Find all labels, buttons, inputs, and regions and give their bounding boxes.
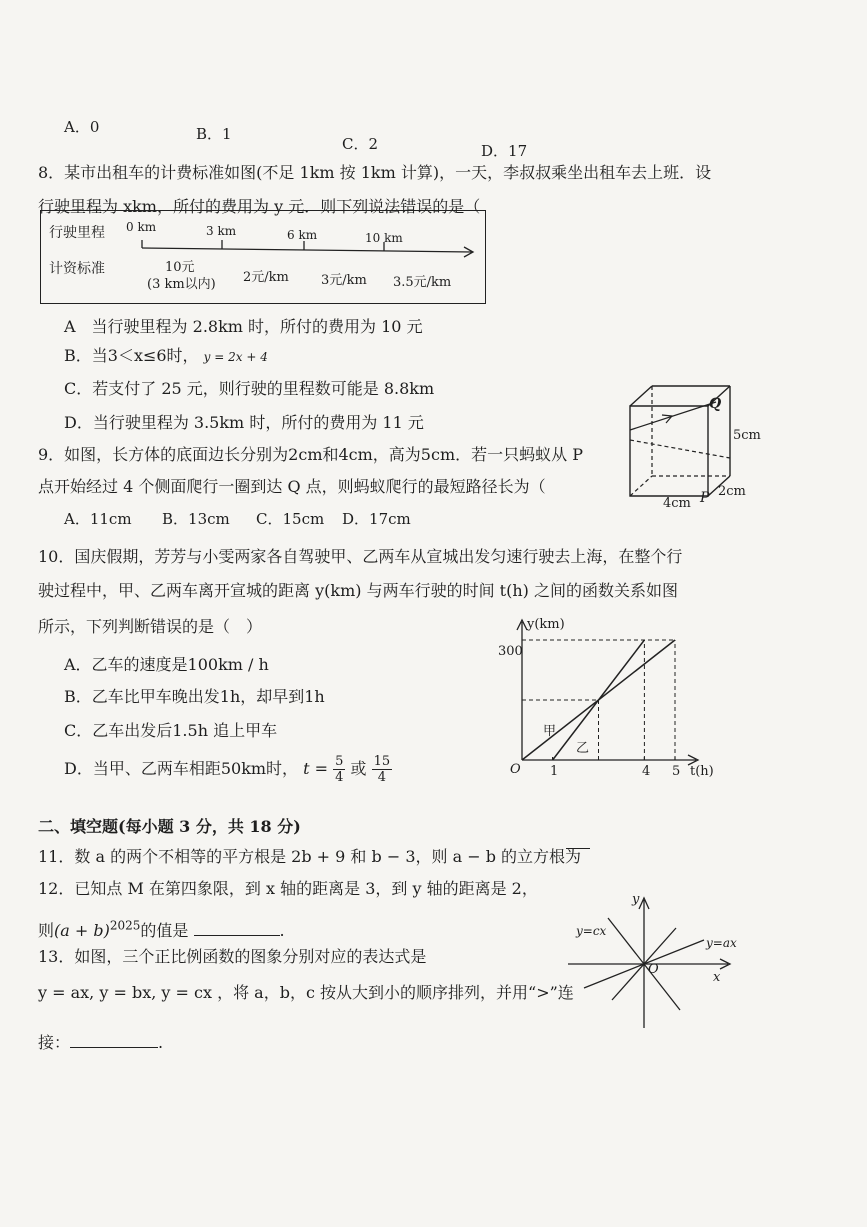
chart-series-label-yi: 乙 xyxy=(576,741,590,756)
cuboid-height: 5cm xyxy=(733,428,761,443)
q8-option-b-text: B．当3＜x≤6时， xyxy=(64,346,199,365)
q8-option-a: A 当行驶里程为 2.8km 时，所付的费用为 10 元 xyxy=(64,317,423,336)
fare-price-3to6: 2元/km xyxy=(243,270,289,285)
q10-option-d xyxy=(64,754,392,785)
q8-option-b xyxy=(64,343,268,366)
q7-option-d: D．17 xyxy=(481,142,528,160)
chart-x-tick-1: 1 xyxy=(550,764,559,779)
q13-y-axis-label: y xyxy=(632,892,640,907)
section-2-title: 二、填空题(每小题 3 分，共 18 分) xyxy=(38,817,301,836)
fare-tick-6: 6 km xyxy=(287,228,318,242)
q13-label-cx: y=cx xyxy=(576,924,607,938)
q13-stem-line2: y = ax, y = bx, y = cx ，将 a，b，c 按从大到小的顺序排列，并用“>”连 xyxy=(38,983,574,1002)
fare-price-base: 10元 xyxy=(165,260,195,275)
fare-price-over10: 3.5元/km xyxy=(393,275,452,290)
q13-stem-line1: 13．如图，三个正比例函数的图象分别对应的表达式是 xyxy=(38,947,427,966)
q8-stem-line2: 行驶里程为 xkm，所付的费用为 y 元．则下列说法错误的是（ xyxy=(38,197,481,216)
q12-answer-blank[interactable] xyxy=(194,921,280,936)
q10-option-d-text: D．当甲、乙两车相距50km时， xyxy=(64,759,299,778)
q12-suffix: 的值是 xyxy=(140,921,189,940)
fare-tick-0: 0 km xyxy=(126,220,157,234)
fraction-15-4-den: 4 xyxy=(377,770,387,785)
q10-option-c: C．乙车出发后1.5h 追上甲车 xyxy=(64,721,278,740)
proportional-functions-figure xyxy=(560,888,750,1033)
q10-option-d-t: t = xyxy=(303,759,329,778)
q13-stem-line3: 接： . xyxy=(38,1033,164,1052)
fraction-15-4-num: 15 xyxy=(373,754,391,769)
fraction-5-4-num: 5 xyxy=(335,754,344,769)
q10-stem-line3: 所示，下列判断错误的是（ ） xyxy=(38,617,263,636)
chart-y-tick-300: 300 xyxy=(498,644,523,659)
q8-option-c: C．若支付了 25 元，则行驶的里程数可能是 8.8km xyxy=(64,379,435,398)
q10-stem-line2: 驶过程中，甲、乙两车离开宣城的距离 y(km) 与两车行驶的时间 t(h) 之间的函数关系如图 xyxy=(38,581,678,600)
q9-option-c: C．15cm xyxy=(256,510,325,528)
chart-x-tick-5: 5 xyxy=(672,764,681,779)
fraction-15-4 xyxy=(372,754,393,785)
fraction-5-4 xyxy=(333,754,345,785)
q9-stem-line2: 点开始经过 4 个侧面爬行一圈到达 Q 点，则蚂蚁爬行的最短路径长为（ xyxy=(38,477,546,496)
q9-stem-line1: 9．如图，长方体的底面边长分别为2cm和4cm，高为5cm．若一只蚂蚁从 P xyxy=(38,445,583,464)
q8-stem-line1: 8．某市出租车的计费标准如图(不足 1km 按 1km 计算)，一天，李叔叔乘坐出租车去上班．设 xyxy=(38,163,712,182)
q7-option-a: A．0 xyxy=(64,118,100,136)
q12-expression: (a + b) xyxy=(54,921,110,940)
q11-answer-blank[interactable] xyxy=(566,848,590,849)
q7-option-c: C．2 xyxy=(342,135,379,153)
q13-answer-blank[interactable] xyxy=(70,1033,158,1048)
q9-option-b: B．13cm xyxy=(162,510,230,528)
q7-option-b: B．1 xyxy=(196,125,232,143)
q13-answer-prefix: 接： xyxy=(38,1033,71,1052)
fare-price-6to10: 3元/km xyxy=(321,273,367,288)
q13-origin-label: O xyxy=(648,962,659,977)
q12-stem-line2: 则$(a + b)^{2025}$的值是 . xyxy=(38,918,285,940)
fare-tick-3: 3 km xyxy=(206,224,237,238)
q10-option-d-or: 或 xyxy=(350,759,367,778)
cuboid-label-p: P xyxy=(700,490,710,506)
fraction-5-4-den: 4 xyxy=(335,770,344,785)
cuboid-label-q: Q xyxy=(709,396,722,412)
q9-option-d: D．17cm xyxy=(342,510,411,528)
cuboid-figure xyxy=(620,378,770,518)
q13-label-ax: y=ax xyxy=(706,936,737,950)
cuboid-depth: 2cm xyxy=(718,484,746,499)
fare-price-base-note: (3 km以内) xyxy=(147,277,216,292)
q9-option-a: A．11cm xyxy=(64,510,132,528)
chart-x-tick-4: 4 xyxy=(642,764,651,779)
fare-table-row2-label: 计资标准 xyxy=(49,261,105,277)
q12-exponent: 2025 xyxy=(109,918,141,933)
q8-option-d: D．当行驶里程为 3.5km 时，所付的费用为 11 元 xyxy=(64,413,424,432)
chart-y-label: y(km) xyxy=(527,617,565,632)
q10-stem-line1: 10．国庆假期，芳芳与小雯两家各自驾驶甲、乙两车从宣城出发匀速行驶去上海，在整个行 xyxy=(38,547,683,566)
chart-origin-label: O xyxy=(510,762,521,777)
cuboid-width: 4cm xyxy=(663,496,691,511)
fare-table-row1-label: 行驶里程 xyxy=(49,225,105,241)
q10-option-b: B．乙车比甲车晚出发1h，却早到1h xyxy=(64,687,325,706)
chart-series-label-jia: 甲 xyxy=(543,724,557,739)
chart-x-label: t(h) xyxy=(690,764,714,779)
q8-option-b-formula: y = 2x + 4 xyxy=(203,350,268,364)
q12-prefix: 则 xyxy=(38,921,55,940)
q10-option-a: A．乙车的速度是100km / h xyxy=(64,655,269,674)
q13-x-axis-label: x xyxy=(713,970,721,985)
q12-stem-line1: 12．已知点 M 在第四象限，到 x 轴的距离是 3，到 y 轴的距离是 2， xyxy=(38,879,538,898)
q11-stem: 11．数 a 的两个不相等的平方根是 2b + 9 和 b − 3，则 a − b 的立方根为 xyxy=(38,847,582,866)
fare-tick-10: 10 km xyxy=(365,231,403,245)
